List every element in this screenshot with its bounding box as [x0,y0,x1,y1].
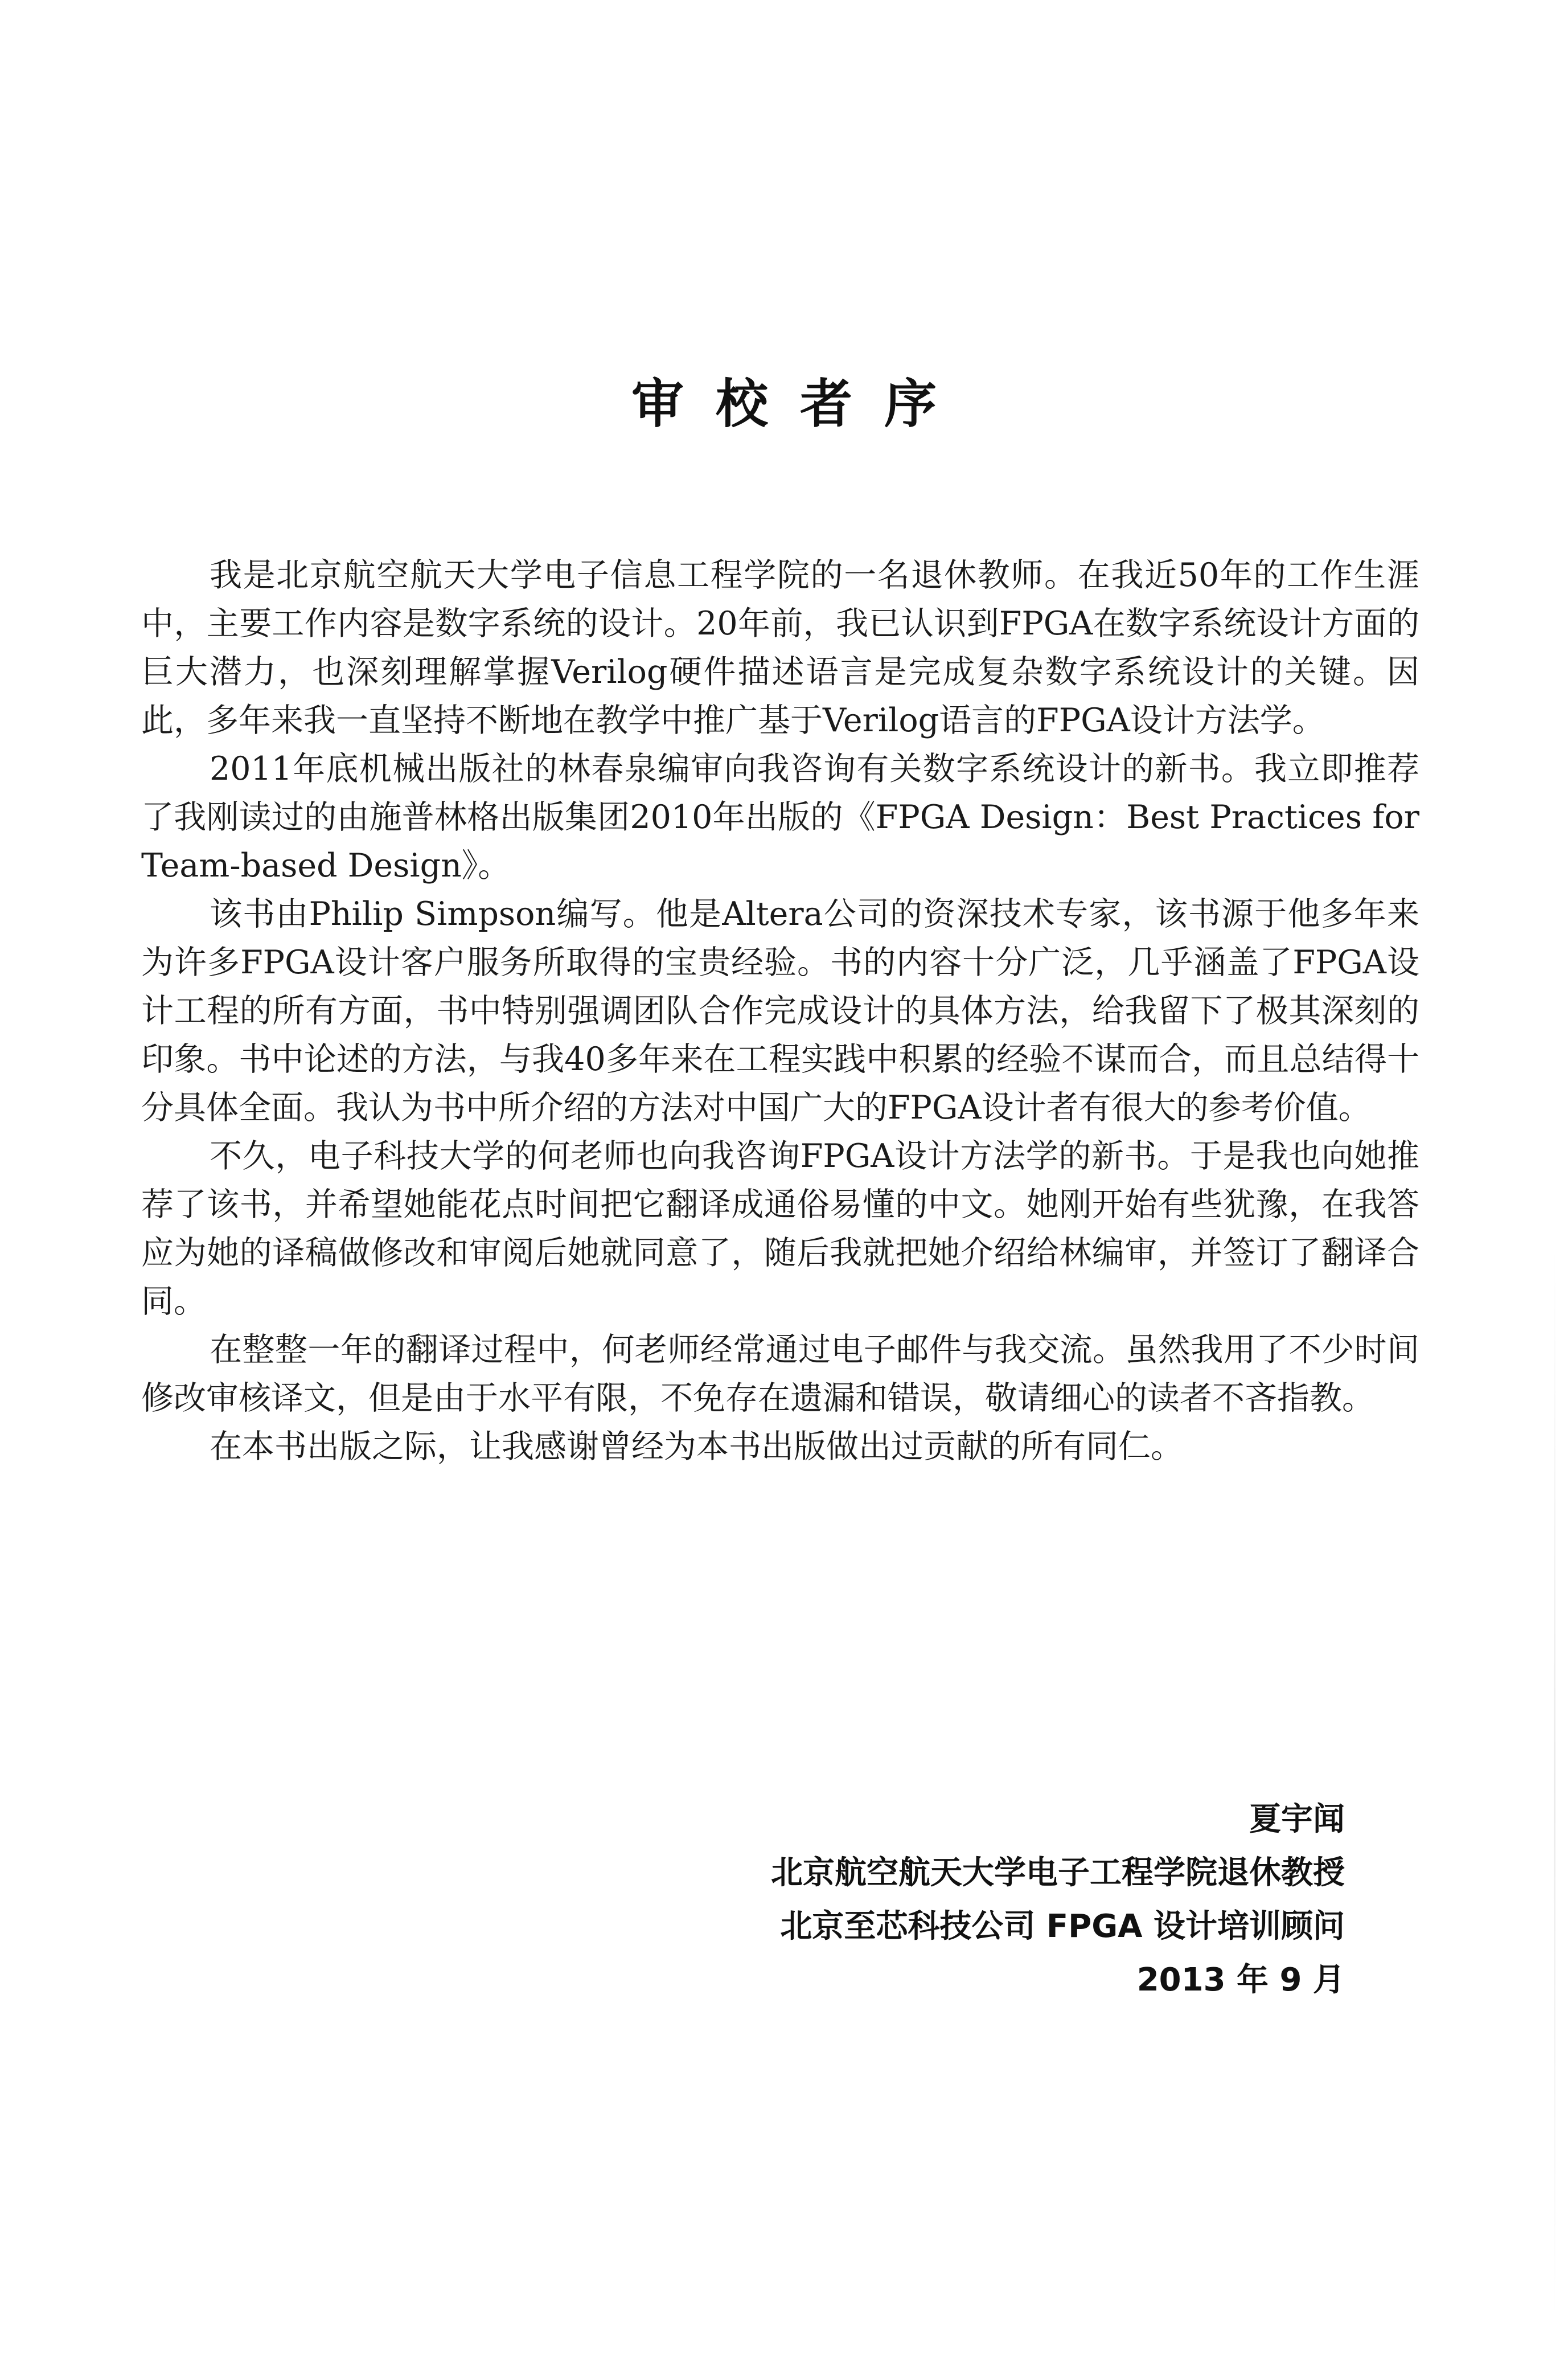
paragraph-3: 该书由Philip Simpson编写。他是Altera公司的资深技术专家，该书源于他多年来为许多FPGA设计客户服务所取得的宝贵经验。书的内容十分广泛，几乎涵盖了FPGA设计工程的所有方面，书中特别强调团队合作完成设计的具体方法，给我留下了极其深刻的印象。书中论述的方法，与我40多年来在工程实践中积累的经验不谋而合，而且总结得十分具体全面。我认为书中所介绍的方法对中国广大的FPGA设计者有很大的参考价值。 [141,895,1419,1127]
signature-block [771,1793,1345,2007]
author-affiliation-company: 北京至芯科技公司 FPGA 设计培训顾问 [780,1908,1345,1945]
scan-edge-shadow [1554,1242,1555,2324]
paragraph-4: 不久，电子科技大学的何老师也向我咨询FPGA设计方法学的新书。于是我也向她推荐了该书，并希望她能花点时间把它翻译成通俗易懂的中文。她刚开始有些犹豫，在我答应为她的译稿做修改和审阅后她就同意了，随后我就把她介绍给林编审，并签订了翻译合同。 [141,1137,1419,1320]
paragraph-2: 2011年底机械出版社的林春泉编审向我咨询有关数字系统设计的新书。我立即推荐了我刚读过的由施普林格出版集团2010年出版的《FPGA Design：Best Practices for Team-based Design》。 [141,750,1419,884]
paragraph-1: 我是北京航空航天大学电子信息工程学院的一名退休教师。在我近50年的工作生涯中，主要工作内容是数字系统的设计。20年前，我已认识到FPGA在数字系统设计方面的巨大潜力，也深刻理解掌握Verilog硬件描述语言是完成复杂数字系统设计的关键。因此，多年来我一直坚持不断地在教学中推广基于Verilog语言的FPGA设计方法学。 [141,556,1419,739]
signature-date: 2013 年 9 月 [1136,1961,1345,1998]
preface-body [141,551,1419,1471]
author-name: 夏宇闻 [1249,1801,1345,1838]
page-title: 审校者序 [631,374,968,435]
author-affiliation-university: 北京航空航天大学电子工程学院退休教授 [771,1854,1345,1891]
paragraph-5: 在整整一年的翻译过程中，何老师经常通过电子邮件与我交流。虽然我用了不少时间修改审核译文，但是由于水平有限，不免存在遗漏和错误，敬请细心的读者不吝指教。 [141,1331,1419,1417]
paragraph-6: 在本书出版之际，让我感谢曾经为本书出版做出过贡献的所有同仁。 [210,1428,1183,1465]
